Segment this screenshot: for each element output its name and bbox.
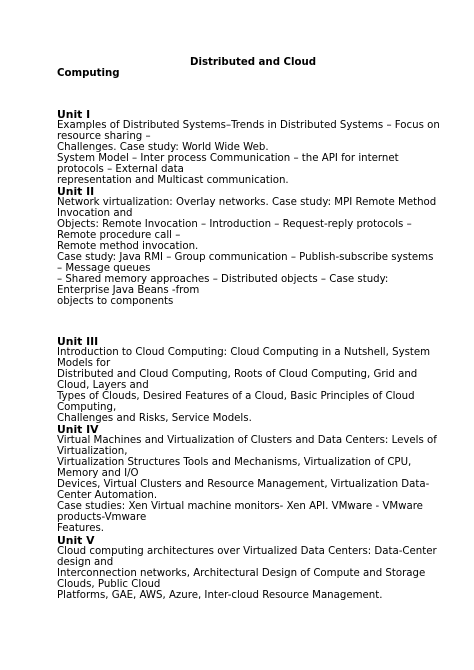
unit-2-line: Objects: Remote Invocation – Introduction – Request-reply protocols – [57,219,412,230]
unit-2-line: Case study: Java RMI – Group communication – Publish-subscribe systems [57,252,434,263]
unit-5-line: Platforms, GAE, AWS, Azure, Inter-cloud Resource Management. [57,590,383,601]
unit-4-heading: Unit IV [57,423,99,436]
unit-4-line: Devices, Virtual Clusters and Resource Management, Virtualization Data- [57,479,430,490]
unit-2-line: – Message queues [57,263,151,274]
unit-4-line: products-Vmware [57,512,147,523]
unit-5-line: Clouds, Public Cloud [57,579,161,590]
unit-2-line: Invocation and [57,208,133,219]
unit-3-heading: Unit III [57,335,99,348]
unit-1-line: representation and Multicast communication. [57,175,289,186]
unit-4-line: Features. [57,523,105,534]
unit-1-line: Challenges. Case study: World Wide Web. [57,142,269,153]
unit-1-line: Examples of Distributed Systems–Trends in Distributed Systems – Focus on [57,120,440,131]
unit-5-line: Cloud computing architectures over Virtualized Data Centers: Data-Center [57,546,437,557]
unit-3-line: Introduction to Cloud Computing: Cloud Computing in a Nutshell, System [57,347,431,358]
unit-3-line: Cloud, Layers and [57,380,149,391]
document-title-line2: Computing [57,68,120,79]
unit-2-heading: Unit II [57,185,95,198]
unit-2-line: objects to components [57,296,174,307]
unit-1-line: System Model – Inter process Communication – the API for internet [57,153,399,164]
unit-4-line: Case studies: Xen Virtual machine monitors- Xen API. VMware - VMware [57,501,423,512]
unit-5-line: design and [57,557,114,568]
unit-4-line: Memory and I/O [57,468,139,479]
unit-2-line: Remote procedure call – [57,230,181,241]
document-title-line1: Distributed and Cloud [190,57,317,68]
unit-1-heading: Unit I [57,108,91,121]
unit-1-line: protocols – External data [57,164,184,175]
unit-4-line: Center Automation. [57,490,158,501]
unit-4-line: Virtualization, [57,446,128,457]
unit-3-line: Distributed and Cloud Computing, Roots of Cloud Computing, Grid and [57,369,418,380]
unit-3-line: Models for [57,358,111,369]
unit-3-line: Computing, [57,402,117,413]
unit-5-line: Interconnection networks, Architectural Design of Compute and Storage [57,568,426,579]
unit-1-line: resource sharing – [57,131,151,142]
unit-2-line: Enterprise Java Beans -from [57,285,200,296]
unit-3-line: Types of Clouds, Desired Features of a Cloud, Basic Principles of Cloud [57,391,415,402]
unit-4-line: Virtual Machines and Virtualization of Clusters and Data Centers: Levels of [57,435,437,446]
unit-3-line: Challenges and Risks, Service Models. [57,413,252,424]
unit-2-line: – Shared memory approaches – Distributed objects – Case study: [57,274,389,285]
unit-4-line: Virtualization Structures Tools and Mechanisms, Virtualization of CPU, [57,457,412,468]
unit-2-line: Network virtualization: Overlay networks. Case study: MPI Remote Method [57,197,437,208]
unit-5-heading: Unit V [57,534,95,547]
unit-2-line: Remote method invocation. [57,241,199,252]
